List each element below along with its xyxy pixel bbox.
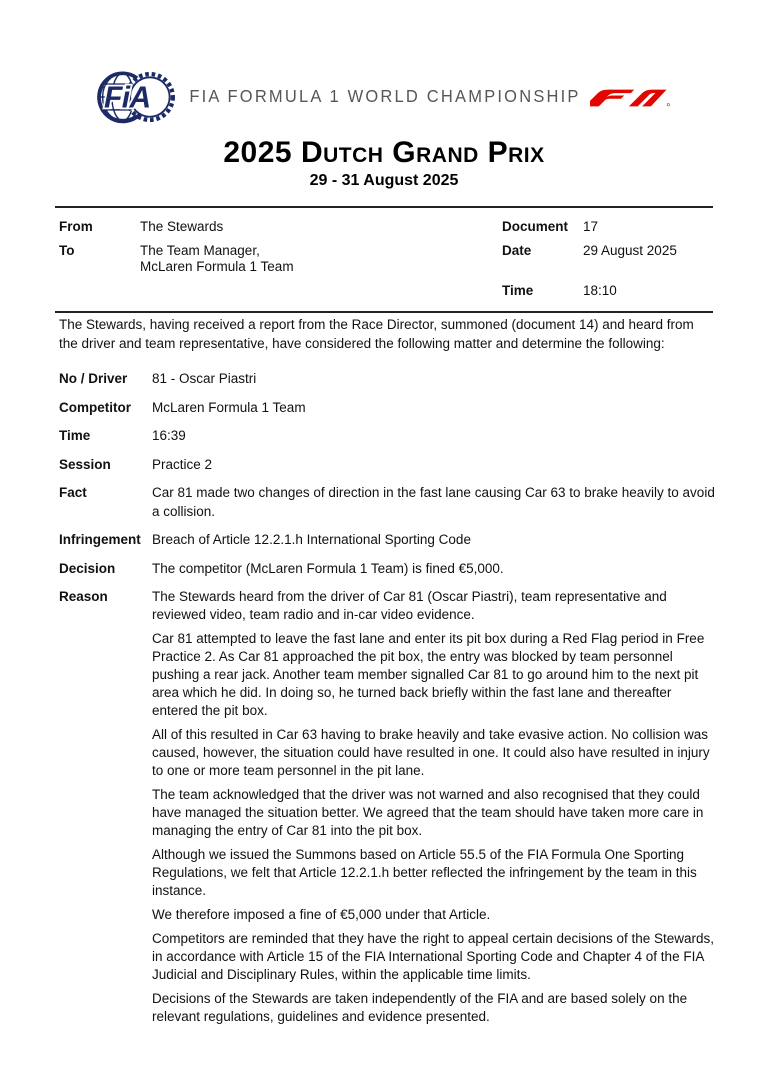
- field-row-fact: [59, 484, 717, 521]
- reason-paragraph: Competitors are reminded that they have the right to appeal certain decisions of the Stewards, in accordance with Article 15 of the FIA International Sporting Code and Chapter 4 of the FIA Judicial and Disciplinary Rules, within the applicable time limits.: [152, 931, 715, 982]
- svg-text:FiA: FiA: [104, 81, 151, 115]
- event-title: 2025 Dutch Grand Prix: [223, 136, 545, 169]
- event-dates: 29 - 31 August 2025: [309, 172, 459, 189]
- field-row-session: [59, 456, 717, 475]
- fact-value: Car 81 made two changes of direction in the fast lane causing Car 63 to brake heavily to avoid a collision.: [152, 485, 715, 519]
- document-label: Document: [502, 219, 569, 234]
- decision-value: The competitor (McLaren Formula 1 Team) is fined €5,000.: [152, 560, 504, 576]
- session-label: Session: [59, 456, 111, 472]
- from-value: The Stewards: [140, 219, 224, 234]
- field-row-decision: [59, 560, 717, 579]
- reason-paragraph: The team acknowledged that the driver was not warned and also recognised that they could have managed the situation better. We agreed that the team should have taken more care in managing the entry of Car 81 into the pit box.: [152, 787, 704, 838]
- meta-table: [55, 206, 713, 313]
- session-value: Practice 2: [152, 456, 213, 472]
- reason-paragraph: Decisions of the Stewards are taken independently of the FIA and are based solely on the relevant regulations, guidelines and evidence presented.: [152, 991, 688, 1024]
- reason-paragraphs: [152, 588, 717, 1026]
- document-header: [94, 60, 670, 134]
- time-label: Time: [502, 282, 534, 298]
- time-field-label: Time: [59, 428, 91, 443]
- reason-label: Reason: [59, 589, 108, 604]
- reason-section: [59, 588, 717, 1026]
- field-row-competitor: [59, 399, 717, 418]
- decision-label: Decision: [59, 560, 116, 576]
- time-field-value: 16:39: [152, 428, 186, 443]
- title-block: [0, 136, 768, 190]
- reason-paragraph: All of this resulted in Car 63 having to brake heavily and take evasive action. No collision was caused, however, the situation could have resulted in one. It could also have resulted in injury to one or more team personnel in the pit lane.: [152, 727, 710, 778]
- fact-label: Fact: [59, 485, 87, 500]
- to-value-line1: The Team Manager,: [140, 242, 260, 258]
- no-driver-value: 81 - Oscar Piastri: [152, 371, 257, 386]
- from-label: From: [59, 219, 93, 234]
- competitor-value: McLaren Formula 1 Team: [152, 399, 306, 415]
- time-value: 18:10: [583, 282, 617, 298]
- document-body: [59, 316, 717, 1026]
- fia-logo: [94, 62, 180, 132]
- field-row-time: [59, 427, 717, 446]
- infringement-label: Infringement: [59, 532, 141, 547]
- to-value: [140, 243, 502, 276]
- reason-paragraph: The Stewards heard from the driver of Car 81 (Oscar Piastri), team representative and reviewed video, team radio and in-car video evidence.: [152, 589, 667, 622]
- intro-paragraph: The Stewards, having received a report from the Race Director, summoned (document 14) and heard from the driver and team representative, have considered the following matter and determine the following:: [59, 317, 694, 351]
- to-label: To: [59, 242, 75, 258]
- competitor-label: Competitor: [59, 399, 131, 415]
- infringement-value: Breach of Article 12.2.1.h International Sporting Code: [152, 532, 471, 547]
- field-row-no-driver: [59, 370, 717, 389]
- f1-logo: [590, 88, 670, 108]
- date-label: Date: [502, 242, 532, 258]
- championship-title: FIA FORMULA 1 WORLD CHAMPIONSHIP: [189, 87, 581, 106]
- field-row-infringement: [59, 531, 717, 550]
- no-driver-label: No / Driver: [59, 371, 128, 386]
- to-value-line2: McLaren Formula 1 Team: [140, 259, 294, 274]
- date-value: 29 August 2025: [583, 242, 677, 258]
- reason-paragraph: We therefore imposed a fine of €5,000 under that Article.: [152, 907, 491, 922]
- document-value: 17: [583, 219, 599, 234]
- reason-paragraph: Although we issued the Summons based on Article 55.5 of the FIA Formula One Sporting Regulations, we felt that Article 12.2.1.h better reflected the infringement by the team in this instance.: [152, 847, 697, 898]
- reason-paragraph: Car 81 attempted to leave the fast lane and enter its pit box during a Red Flag period in Free Practice 2. As Car 81 approached the pit box, the entry was blocked by team personnel pushing a rear jack. Another team member signalled Car 81 to go around him to the next pit area which he did. In doing so, he turned back briefly within the fast lane and thereafter entered the pit box.: [152, 631, 705, 718]
